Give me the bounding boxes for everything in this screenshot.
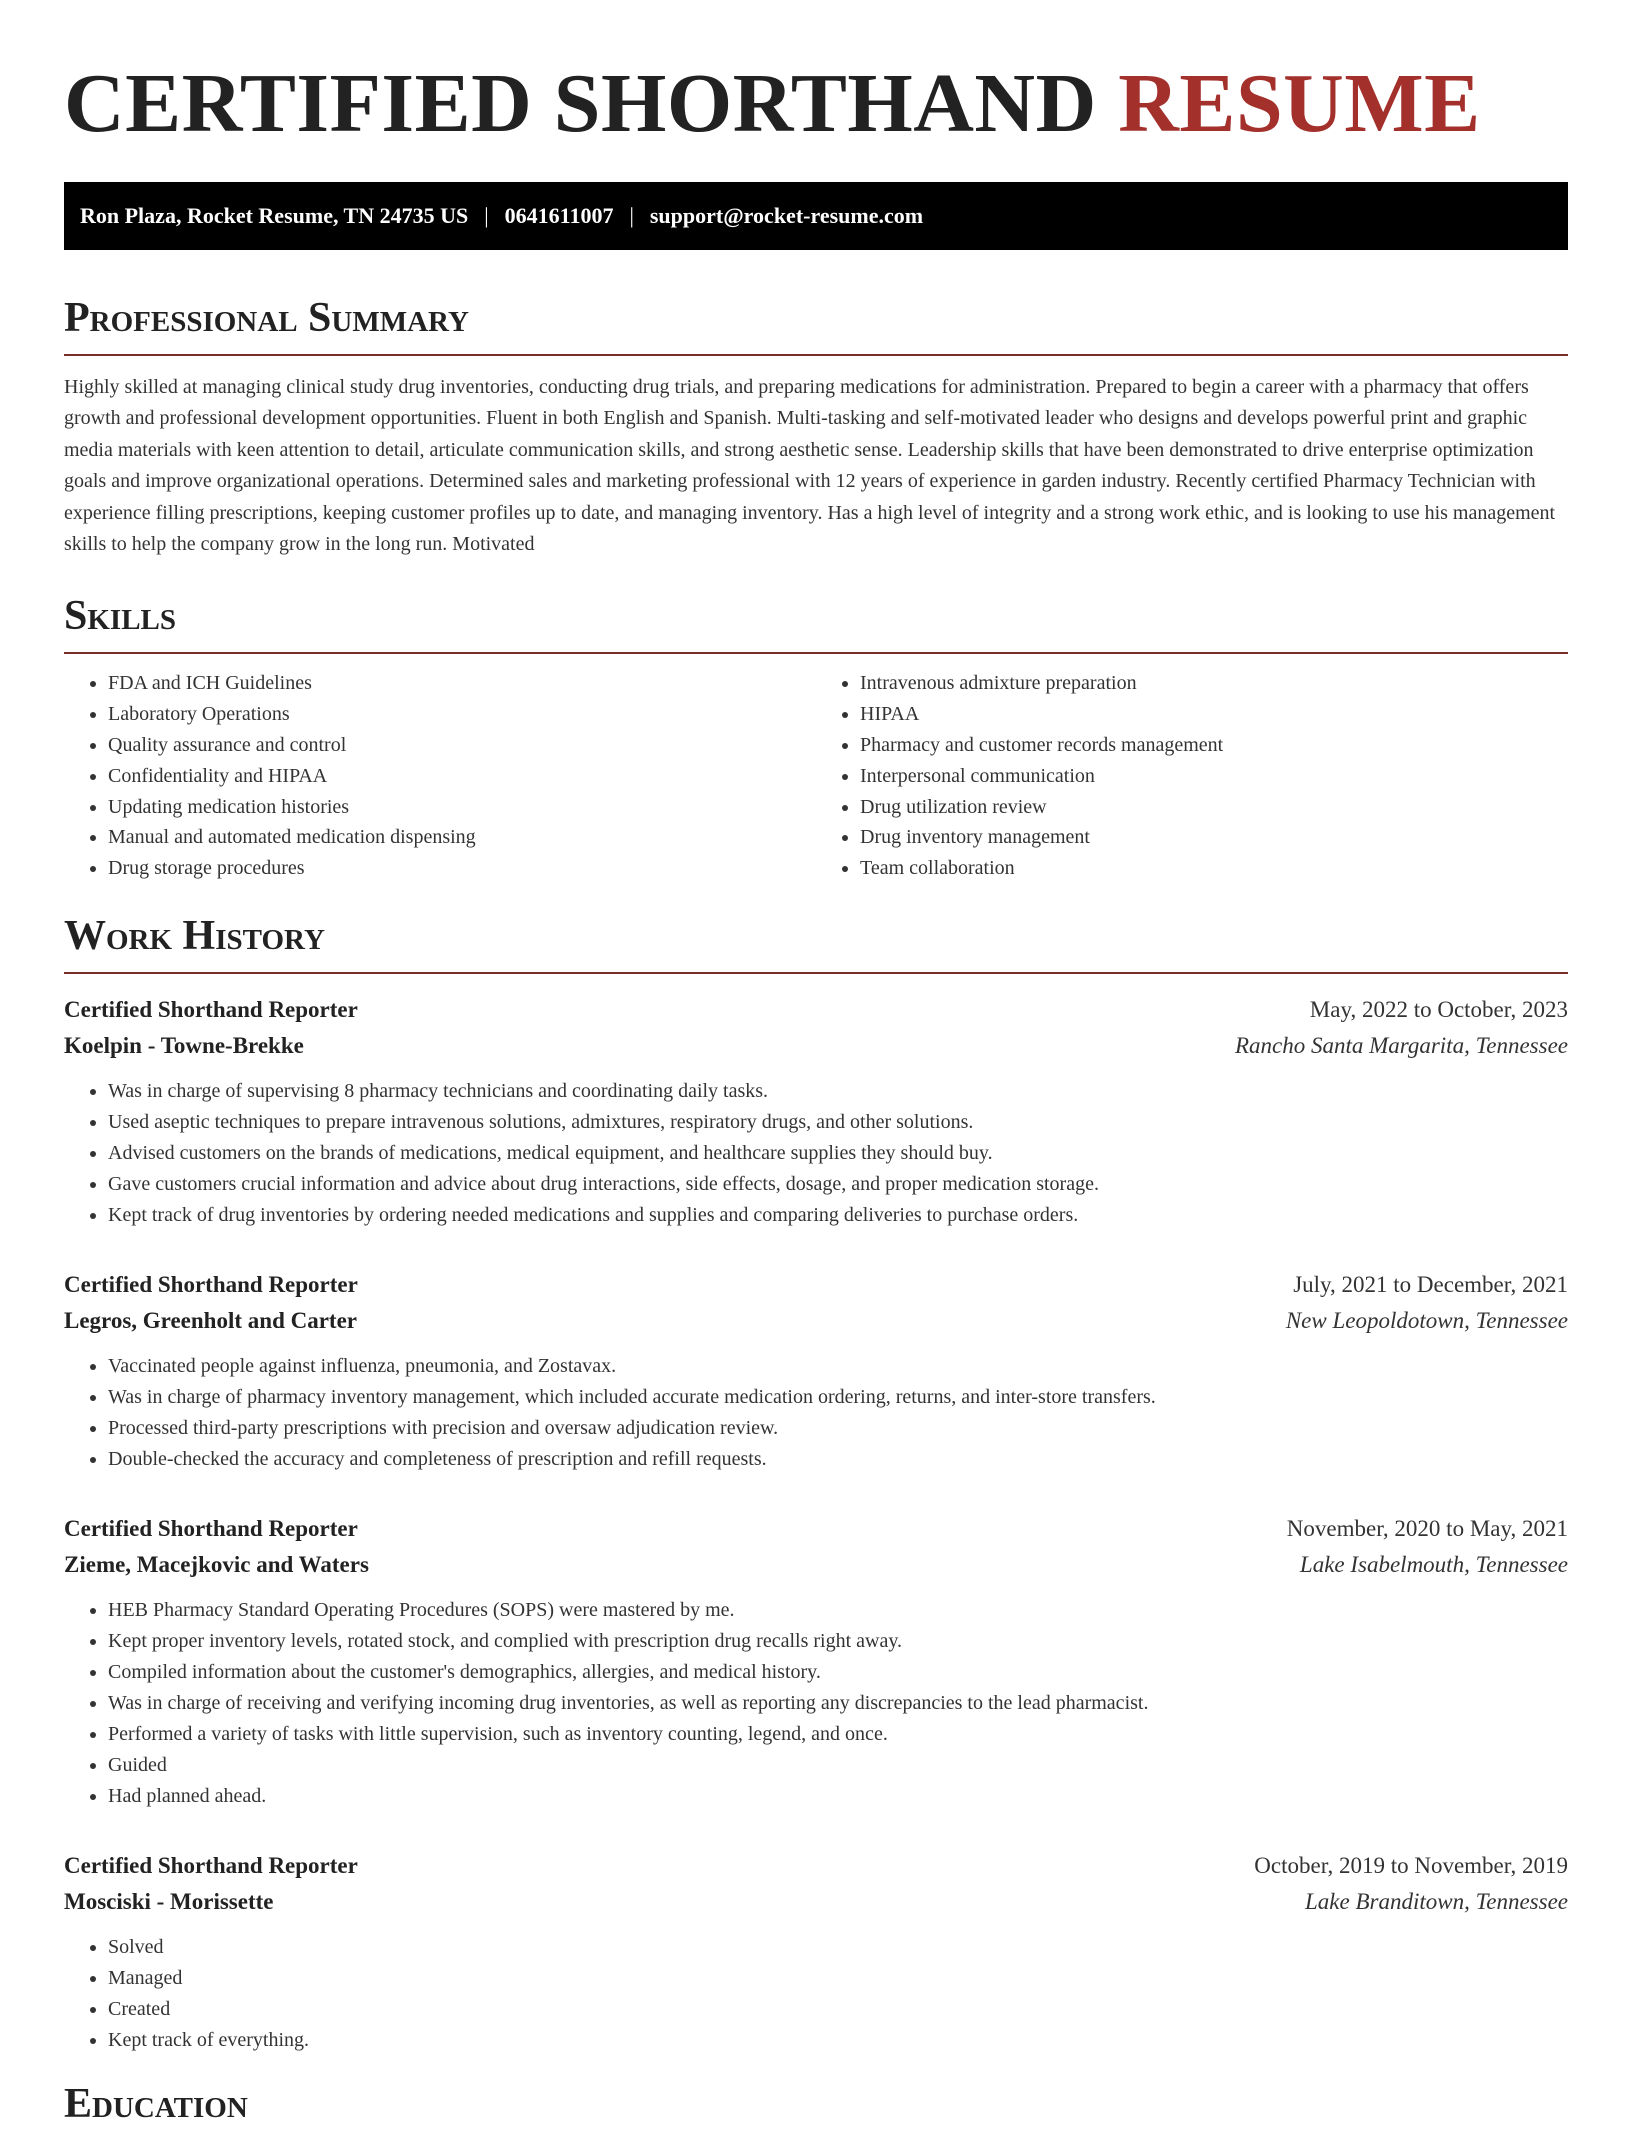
skills-column-left bbox=[64, 668, 816, 884]
education-heading: Education bbox=[64, 2081, 248, 2128]
job-bullet: • Kept track of drug inventories by ordering needed medications and supplies and comparing deliveries to purchase orders. bbox=[108, 1200, 1568, 1231]
job-bullet: • Performed a variety of tasks with little supervision, such as inventory counting, legend, and once. bbox=[108, 1719, 1568, 1750]
job-bullet: • Guided bbox=[108, 1750, 1568, 1781]
job-title: Certified Shorthand Reporter bbox=[64, 1516, 358, 1542]
job-entry bbox=[64, 992, 1568, 1231]
job-bullet: • Had planned ahead. bbox=[108, 1781, 1568, 1812]
job-bullet: • Created bbox=[108, 1994, 1568, 2025]
job-company-row bbox=[64, 1028, 1568, 1064]
skills-column-right bbox=[816, 668, 1568, 884]
contact-bar bbox=[64, 182, 1568, 250]
contact-phone: 0641611007 bbox=[504, 203, 614, 228]
job-bullet: • Vaccinated people against influenza, pneumonia, and Zostavax. bbox=[108, 1351, 1568, 1382]
job-bullet: • Was in charge of receiving and verifying incoming drug inventories, as well as reporting any discrepancies to the lead pharmacist. bbox=[108, 1688, 1568, 1719]
skill-item: • Quality assurance and control bbox=[108, 730, 816, 761]
job-company-row bbox=[64, 1547, 1568, 1583]
contact-address: Ron Plaza, Rocket Resume, TN 24735 US bbox=[80, 203, 469, 228]
job-entry bbox=[64, 1511, 1568, 1812]
skill-item: • HIPAA bbox=[860, 699, 1568, 730]
job-title: Certified Shorthand Reporter bbox=[64, 1272, 358, 1298]
job-company: Legros, Greenholt and Carter bbox=[64, 1308, 358, 1334]
job-dates: May, 2022 to October, 2023 bbox=[1309, 997, 1568, 1023]
job-bullets bbox=[64, 1595, 1568, 1812]
skill-item: • Manual and automated medication dispensing bbox=[108, 822, 816, 853]
job-company: Mosciski - Morissette bbox=[64, 1889, 274, 1915]
skill-item: • Intravenous admixture preparation bbox=[860, 668, 1568, 699]
job-header-row bbox=[64, 1511, 1568, 1547]
job-entry bbox=[64, 1848, 1568, 2056]
skill-item: • Updating medication histories bbox=[108, 792, 816, 823]
title-accent: RESUME bbox=[1118, 57, 1481, 150]
job-bullet: • Kept proper inventory levels, rotated stock, and complied with prescription drug recalls right away. bbox=[108, 1626, 1568, 1657]
skills-heading: Skills bbox=[64, 592, 1568, 654]
skills-list bbox=[64, 668, 1568, 884]
job-bullet: • Used aseptic techniques to prepare intravenous solutions, admixtures, respiratory drugs, and other solutions. bbox=[108, 1107, 1568, 1138]
skill-item: • Interpersonal communication bbox=[860, 761, 1568, 792]
job-location: Rancho Santa Margarita, Tennessee bbox=[1234, 1033, 1568, 1059]
title-main: CERTIFIED SHORTHAND bbox=[64, 57, 1097, 150]
job-title: Certified Shorthand Reporter bbox=[64, 1853, 358, 1879]
job-bullet: • Gave customers crucial information and advice about drug interactions, side effects, dosage, and proper medication storage. bbox=[108, 1169, 1568, 1200]
job-bullet: • Processed third-party prescriptions with precision and oversaw adjudication review. bbox=[108, 1413, 1568, 1444]
job-bullets bbox=[64, 1076, 1568, 1231]
summary-heading: Professional Summary bbox=[64, 294, 1568, 356]
contact-separator: | bbox=[629, 203, 634, 228]
job-bullet: • Advised customers on the brands of medications, medical equipment, and healthcare supplies they should buy. bbox=[108, 1138, 1568, 1169]
job-bullet: • Was in charge of pharmacy inventory management, which included accurate medication ordering, returns, and inter-store transfers. bbox=[108, 1382, 1568, 1413]
job-header-row bbox=[64, 992, 1568, 1028]
job-entry bbox=[64, 1267, 1568, 1475]
job-header-row bbox=[64, 1848, 1568, 1884]
skill-item: • Drug inventory management bbox=[860, 822, 1568, 853]
skill-item: • FDA and ICH Guidelines bbox=[108, 668, 816, 699]
skill-item: • Laboratory Operations bbox=[108, 699, 816, 730]
job-company: Zieme, Macejkovic and Waters bbox=[64, 1552, 369, 1578]
job-location: Lake Branditown, Tennessee bbox=[1305, 1889, 1568, 1915]
job-company-row bbox=[64, 1303, 1568, 1339]
job-bullets bbox=[64, 1351, 1568, 1475]
job-header-row bbox=[64, 1267, 1568, 1303]
job-company-row bbox=[64, 1884, 1568, 1920]
job-bullet: • Managed bbox=[108, 1963, 1568, 1994]
skill-item: • Drug storage procedures bbox=[108, 853, 816, 884]
skill-item: • Team collaboration bbox=[860, 853, 1568, 884]
skill-item: • Drug utilization review bbox=[860, 792, 1568, 823]
job-bullet: • Kept track of everything. bbox=[108, 2025, 1568, 2056]
job-bullet: • Solved bbox=[108, 1932, 1568, 1963]
work-history-heading: Work History bbox=[64, 912, 1568, 974]
skill-item: • Pharmacy and customer records management bbox=[860, 730, 1568, 761]
job-bullet: • Was in charge of supervising 8 pharmacy technicians and coordinating daily tasks. bbox=[108, 1076, 1568, 1107]
job-location: Lake Isabelmouth, Tennessee bbox=[1299, 1552, 1568, 1578]
job-dates: October, 2019 to November, 2019 bbox=[1254, 1853, 1568, 1879]
job-title: Certified Shorthand Reporter bbox=[64, 997, 358, 1023]
job-dates: November, 2020 to May, 2021 bbox=[1286, 1516, 1568, 1542]
resume-title bbox=[64, 0, 1568, 150]
contact-separator: | bbox=[484, 203, 489, 228]
summary-text: Highly skilled at managing clinical study drug inventories, conducting drug trials, and preparing medications for administration. Prepared to begin a career with a pharmacy that offers growth and professional development opportunities. Fluent in both English and Spanish. Multi-tasking and self-motivated leader who designs and develops powerful print and graphic media materials with keen attention to detail, articulate communication skills, and strong aesthetic sense. Leadership skills that have been demonstrated to drive enterprise optimization goals and improve organizational operations. Determined sales and marketing professional with 12 years of experience in garden industry. Recently certified Pharmacy Technician with experience filling prescriptions, keeping customer profiles up to date, and managing inventory. Has a high level of integrity and a strong work ethic, and is looking to use his management skills to help the company grow in the long run. Motivated bbox=[64, 376, 1556, 556]
contact-email: support@rocket-resume.com bbox=[649, 203, 924, 228]
job-bullet: • Compiled information about the customer's demographics, allergies, and medical history. bbox=[108, 1657, 1568, 1688]
job-bullet: • Double-checked the accuracy and completeness of prescription and refill requests. bbox=[108, 1444, 1568, 1475]
job-bullets bbox=[64, 1932, 1568, 2056]
skill-item: • Confidentiality and HIPAA bbox=[108, 761, 816, 792]
job-company: Koelpin - Towne-Brekke bbox=[64, 1033, 304, 1059]
job-dates: July, 2021 to December, 2021 bbox=[1293, 1272, 1568, 1298]
job-bullet: • HEB Pharmacy Standard Operating Procedures (SOPS) were mastered by me. bbox=[108, 1595, 1568, 1626]
job-location: New Leopoldotown, Tennessee bbox=[1285, 1308, 1568, 1334]
